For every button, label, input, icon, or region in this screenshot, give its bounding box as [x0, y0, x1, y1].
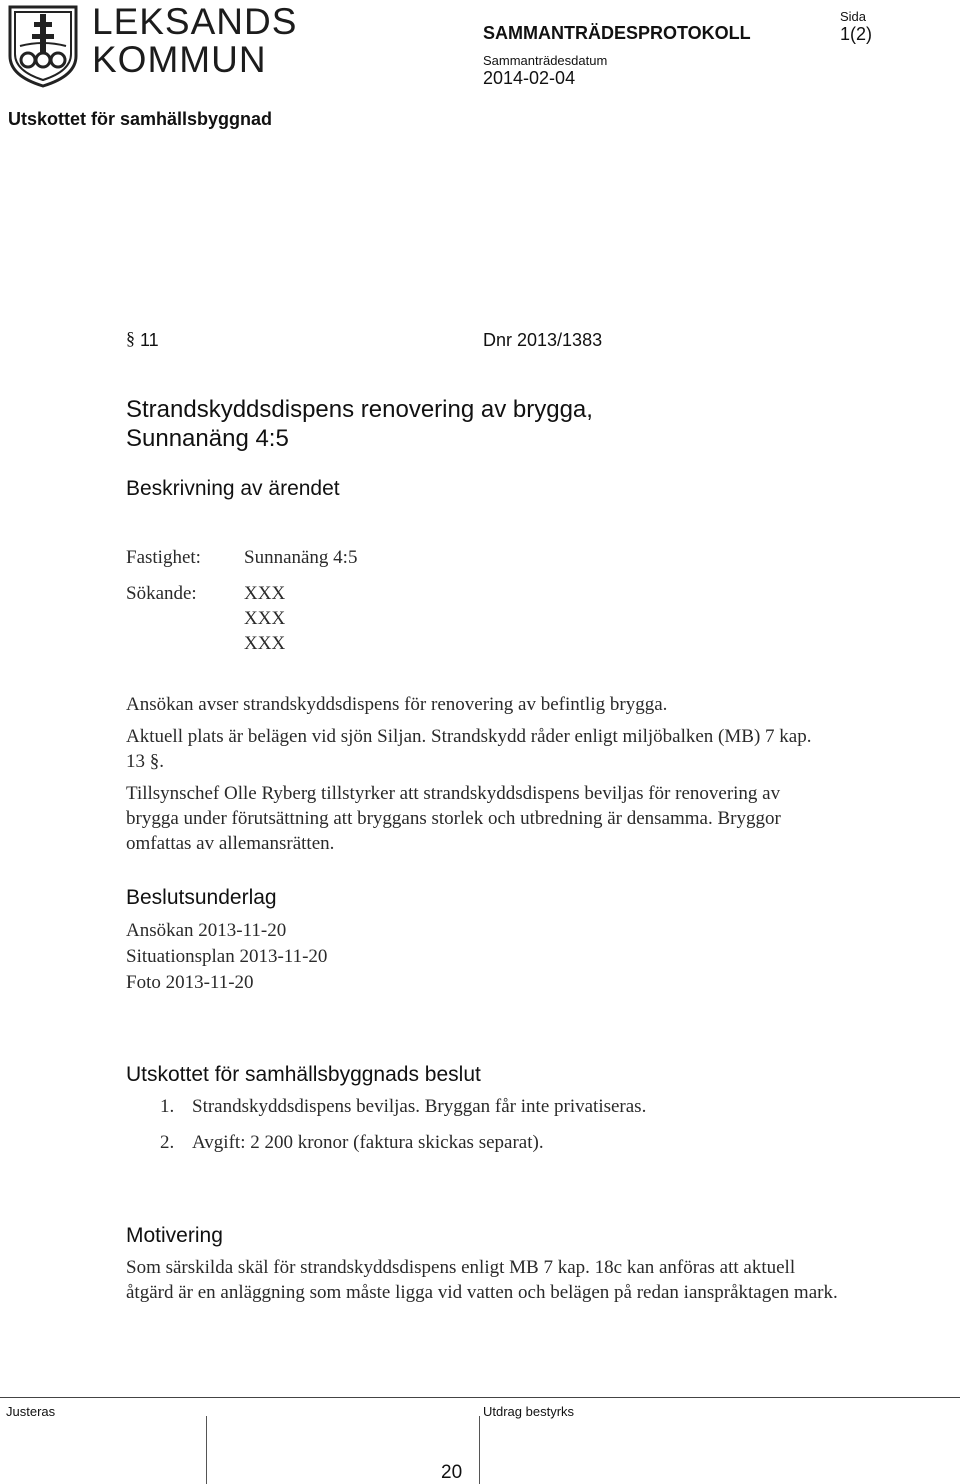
list-item-number: 2. [160, 1132, 175, 1153]
description-paragraph: Tillsynschef Olle Ryberg tillstyrker att strandskyddsdispens beviljas för renovering av brygga under förutsättning att bryggans storlek och utbredning är densamma. Bryggor omfattas av allemansrätten. [126, 783, 781, 854]
footer-divider [0, 1397, 960, 1398]
applicant-value: XXX [244, 583, 286, 604]
motivation-text: Som särskilda skäl för strandskyddsdispens enligt MB 7 kap. 18c kan anföras att aktuell åtgärd är en anläggning som måste ligga vid vatten och belägen på redan ianspråktagen mark. [126, 1257, 838, 1303]
paragraph-number: 11 [140, 330, 159, 350]
property-label: Fastighet: [126, 547, 201, 568]
list-item: Foto 2013-11-20 [126, 972, 254, 993]
meeting-date-label: Sammanträdesdatum [483, 53, 608, 68]
list-item-number: 1. [160, 1096, 175, 1117]
list-item-text: Strandskyddsdispens beviljas. Bryggan får inte privatiseras. [192, 1096, 647, 1117]
description-paragraph: Aktuell plats är belägen vid sjön Siljan. Strandskydd råder enligt miljöbalken (MB) 7 kap. 13 §. [126, 726, 812, 772]
basis-list [126, 918, 327, 996]
coat-of-arms-icon [6, 4, 80, 88]
page-indicator: 1(2) [840, 24, 873, 44]
applicant-value: XXX [244, 608, 286, 629]
approval-label: Justeras [6, 1404, 56, 1419]
brand-name-line2: KOMMUN [92, 39, 267, 80]
title-line2: Sunnanäng 4:5 [126, 425, 289, 452]
heading-motivering: Motivering [126, 1224, 223, 1247]
description-paragraph: Ansökan avser strandskyddsdispens för renovering av befintlig brygga. [126, 694, 668, 715]
property-value: Sunnanäng 4:5 [244, 547, 358, 568]
signature-box-divider [479, 1416, 480, 1484]
page-label: Sida [840, 9, 867, 24]
applicant-list [244, 581, 285, 656]
applicant-label: Sökande: [126, 583, 197, 604]
committee-name: Utskottet för samhällsbyggnad [8, 109, 273, 129]
brand-name-line1: LEKSANDS [92, 1, 298, 42]
case-number: Dnr 2013/1383 [483, 330, 603, 350]
list-item: Ansökan 2013-11-20 [126, 920, 287, 941]
heading-beslutsunderlag: Beslutsunderlag [126, 886, 277, 909]
page-number: 20 [441, 1462, 463, 1483]
heading-beskrivning: Beskrivning av ärendet [126, 477, 340, 500]
title-line1: Strandskyddsdispens renovering av brygga, [126, 396, 593, 423]
signature-box-divider [206, 1416, 207, 1484]
extract-certified-label: Utdrag bestyrks [483, 1404, 575, 1419]
heading-beslut: Utskottet för samhällsbyggnads beslut [126, 1063, 481, 1086]
description-text [126, 692, 826, 863]
list-item-text: Avgift: 2 200 kronor (faktura skickas separat). [192, 1132, 544, 1153]
list-item: Situationsplan 2013-11-20 [126, 946, 328, 967]
applicant-value: XXX [244, 633, 286, 654]
paragraph-sign: § [126, 328, 135, 348]
page-title [126, 395, 826, 453]
document-type: SAMMANTRÄDESPROTOKOLL [483, 23, 751, 43]
meeting-date: 2014-02-04 [483, 68, 576, 88]
